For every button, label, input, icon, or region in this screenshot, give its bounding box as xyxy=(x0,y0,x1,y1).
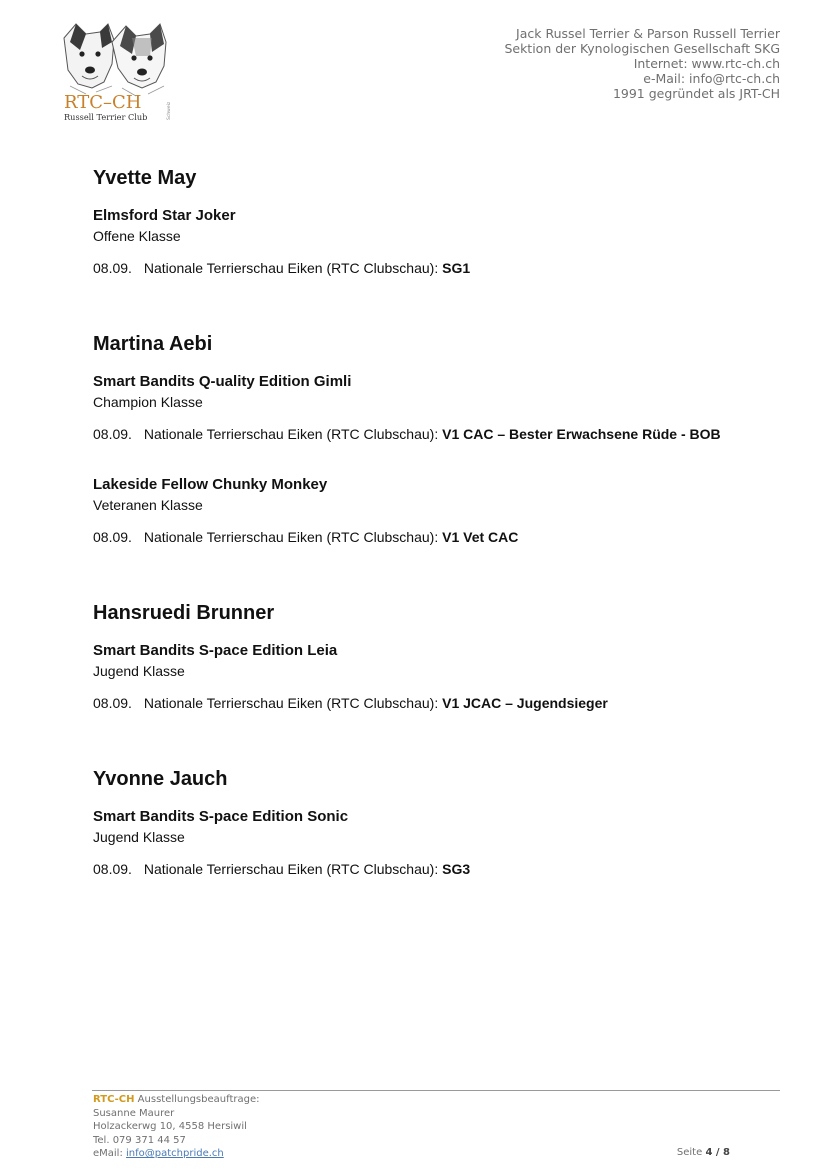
club-info-line: 1991 gegründet als JRT-CH xyxy=(612,86,780,101)
dog-entry xyxy=(93,474,783,547)
page-current: 4 xyxy=(705,1147,713,1158)
owner-name: Yvette May xyxy=(93,167,197,189)
svg-text:Russell Terrier Club: Russell Terrier Club xyxy=(64,112,148,122)
show-name: Nationale Terrierschau Eiken (RTC Clubschau): xyxy=(143,861,439,877)
dog-class: Jugend Klasse xyxy=(93,829,185,845)
owner-name: Yvonne Jauch xyxy=(93,768,228,790)
dog-entry xyxy=(93,806,783,879)
award: SG3 xyxy=(442,861,471,877)
owner-section xyxy=(93,765,783,879)
dog-name: Elmsford Star Joker xyxy=(93,207,236,224)
show-result xyxy=(93,258,783,278)
page-total: 8 xyxy=(723,1147,730,1158)
page-number xyxy=(677,1147,730,1158)
footer-email-link[interactable]: info@patchpride.ch xyxy=(126,1148,224,1160)
dog-class: Offene Klasse xyxy=(93,228,181,244)
dog-name: Lakeside Fellow Chunky Monkey xyxy=(93,476,328,493)
footer-person: Susanne Maurer xyxy=(93,1107,175,1119)
results-list xyxy=(93,164,783,931)
show-result xyxy=(93,424,783,444)
dog-class: Jugend Klasse xyxy=(93,663,185,679)
owner-name: Martina Aebi xyxy=(93,333,213,355)
svg-text:RTC–CH: RTC–CH xyxy=(64,92,142,113)
club-logo xyxy=(56,20,176,124)
footer-email-label: eMail: xyxy=(93,1148,127,1160)
page-separator: / xyxy=(712,1147,724,1158)
result-date: 08.09. xyxy=(93,861,132,877)
dog-name: Smart Bandits S-pace Edition Sonic xyxy=(93,808,349,825)
footer-contact xyxy=(93,1093,259,1161)
dog-entry xyxy=(93,640,783,713)
show-name: Nationale Terrierschau Eiken (RTC Clubschau): xyxy=(143,426,439,442)
dog-class: Champion Klasse xyxy=(93,394,203,410)
dog-name: Smart Bandits Q-uality Edition Gimli xyxy=(93,373,352,390)
show-name: Nationale Terrierschau Eiken (RTC Clubschau): xyxy=(143,529,439,545)
show-name: Nationale Terrierschau Eiken (RTC Clubschau): xyxy=(143,260,439,276)
award: V1 JCAC – Jugendsieger xyxy=(442,695,608,711)
page-label: Seite xyxy=(676,1147,703,1158)
club-email[interactable]: e-Mail: info@rtc-ch.ch xyxy=(643,71,780,86)
footer-divider xyxy=(92,1090,780,1091)
result-date: 08.09. xyxy=(93,260,132,276)
footer-brand: RTC-CH xyxy=(93,1094,135,1105)
dog-entry xyxy=(93,205,783,278)
result-date: 08.09. xyxy=(93,529,132,545)
club-info-line: Sektion der Kynologischen Gesellschaft SKG xyxy=(504,41,780,56)
result-date: 08.09. xyxy=(93,426,132,442)
show-result xyxy=(93,693,783,713)
footer-address: Holzackerwg 10, 4558 Hersiwil xyxy=(93,1121,247,1133)
club-info-line: Jack Russel Terrier & Parson Russell Terrier xyxy=(516,26,780,41)
show-name: Nationale Terrierschau Eiken (RTC Clubschau): xyxy=(143,695,439,711)
dog-class: Veteranen Klasse xyxy=(93,497,203,513)
award: V1 CAC – Bester Erwachsene Rüde - BOB xyxy=(442,426,721,442)
show-result xyxy=(93,859,783,879)
result-date: 08.09. xyxy=(93,695,132,711)
dog-entry xyxy=(93,371,783,444)
club-website[interactable]: Internet: www.rtc-ch.ch xyxy=(633,56,780,71)
dog-name: Smart Bandits S-pace Edition Leia xyxy=(93,642,338,659)
footer-role: Ausstellungsbeauftrage: xyxy=(134,1094,260,1105)
owner-section xyxy=(93,330,783,547)
footer-phone: Tel. 079 371 44 57 xyxy=(93,1134,186,1146)
show-result xyxy=(93,527,783,547)
club-info xyxy=(504,26,780,101)
owner-section xyxy=(93,599,783,713)
terrier-dogs-icon xyxy=(56,20,176,124)
award: SG1 xyxy=(442,260,471,276)
owner-name: Hansruedi Brunner xyxy=(93,602,275,624)
svg-text:Schweiz: Schweiz xyxy=(167,101,172,120)
award: V1 Vet CAC xyxy=(442,529,519,545)
owner-section xyxy=(93,164,783,278)
